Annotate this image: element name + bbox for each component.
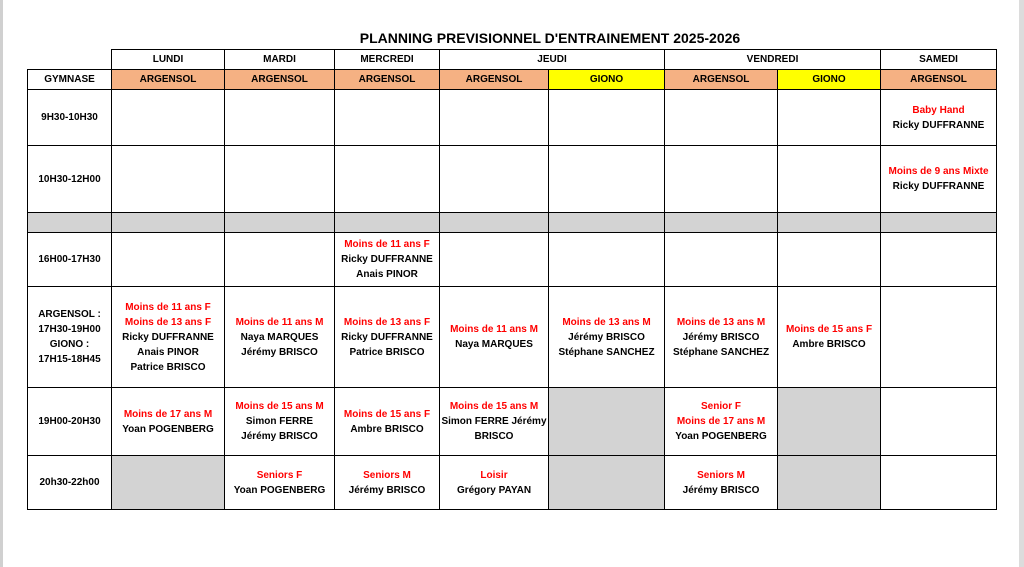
- coach-name: Ambre BRISCO: [792, 339, 866, 350]
- slot-cell: [549, 233, 665, 287]
- group-name: Moins de 15 ans F: [343, 408, 431, 420]
- row-t5: [28, 388, 997, 456]
- slot-cell: [335, 233, 440, 287]
- slot-cell: [112, 90, 225, 146]
- day-samedi: SAMEDI: [881, 50, 997, 70]
- group-name: Loisir: [480, 469, 508, 481]
- gym-vendredi-giono: GIONO: [778, 70, 881, 90]
- slot-cell: [881, 456, 997, 510]
- corner-cell: [28, 50, 112, 70]
- separator-cell: [335, 213, 440, 233]
- coach-name: Jérémy BRISCO: [568, 331, 645, 343]
- time-line: ARGENSOL :: [38, 309, 101, 320]
- group-name: Moins de 13 ans F: [124, 316, 212, 328]
- separator-cell: [778, 213, 881, 233]
- time-label: [28, 287, 112, 388]
- group-name: Moins de 11 ans M: [235, 316, 324, 328]
- slot-cell: [112, 287, 225, 388]
- slot-cell: [881, 146, 997, 213]
- group-name: Moins de 15 ans M: [235, 401, 324, 412]
- row-t2: [28, 146, 997, 213]
- gym-jeudi-giono: GIONO: [549, 70, 665, 90]
- day-vendredi: VENDREDI: [665, 50, 881, 70]
- row-t1: [28, 90, 997, 146]
- slot-cell: [440, 233, 549, 287]
- coach-name: Grégory PAYAN: [456, 484, 532, 496]
- time-line: 17H30-19H00: [38, 324, 101, 335]
- gym-jeudi-argensol: ARGENSOL: [440, 70, 549, 90]
- slot-cell: [881, 233, 997, 287]
- slot-cell: [665, 456, 778, 510]
- separator-cell: [28, 213, 112, 233]
- planning-table: [27, 49, 997, 510]
- slot-cell: [225, 388, 335, 456]
- empty-slot: [112, 456, 225, 510]
- coach-name: Ambre BRISCO: [350, 423, 424, 435]
- slot-cell: [778, 287, 881, 388]
- day-jeudi: JEUDI: [440, 50, 665, 70]
- slot-cell: [112, 146, 225, 213]
- slot-cell: [440, 146, 549, 213]
- coach-name: Ricky DUFFRANNE: [341, 331, 433, 343]
- gym-label: GYMNASE: [28, 70, 112, 90]
- row-t4: [28, 287, 997, 388]
- group-name: Moins de 17 ans M: [123, 408, 213, 420]
- slot-cell: [335, 287, 440, 388]
- separator-cell: [112, 213, 225, 233]
- slot-cell: [335, 146, 440, 213]
- coach-name: Ricky DUFFRANNE: [341, 254, 433, 265]
- slot-cell: [225, 287, 335, 388]
- separator-cell: [665, 213, 778, 233]
- separator-cell: [881, 213, 997, 233]
- group-name: Moins de 13 ans M: [562, 316, 651, 328]
- slot-cell: [549, 287, 665, 388]
- days-row: [28, 50, 997, 70]
- slot-cell: [335, 456, 440, 510]
- coach-name: Patrice BRISCO: [349, 346, 425, 358]
- slot-cell: [549, 146, 665, 213]
- group-name: Seniors M: [697, 469, 745, 481]
- coach-name: Simon FERRE Jérémy: [441, 416, 547, 427]
- empty-slot: [549, 388, 665, 456]
- slot-cell: [881, 388, 997, 456]
- empty-slot: [549, 456, 665, 510]
- page-title: PLANNING PREVISIONNEL D'ENTRAINEMENT 2025-2026: [359, 30, 741, 46]
- group-name: Moins de 13 ans F: [343, 316, 431, 328]
- group-name: Moins de 13 ans M: [676, 316, 766, 328]
- coach-name: Jérémy BRISCO: [682, 484, 760, 496]
- slot-cell: [225, 90, 335, 146]
- group-name: Moins de 17 ans M: [676, 416, 766, 427]
- slot-cell: [665, 287, 778, 388]
- slot-cell: [440, 287, 549, 388]
- slot-cell: [881, 90, 997, 146]
- group-name: Moins de 15 ans F: [785, 324, 873, 335]
- coach-name: Ricky DUFFRANNE: [122, 331, 214, 343]
- separator-cell: [549, 213, 665, 233]
- group-name: Moins de 11 ans M: [450, 324, 538, 335]
- day-mercredi: MERCREDI: [335, 50, 440, 70]
- group-name: Moins de 15 ans M: [449, 401, 539, 412]
- time-label: 10H30-12H00: [28, 146, 112, 213]
- slot-cell: [665, 90, 778, 146]
- time-label: 9H30-10H30: [28, 90, 112, 146]
- empty-slot: [778, 388, 881, 456]
- slot-cell: [665, 388, 778, 456]
- slot-cell: [665, 146, 778, 213]
- slot-cell: [335, 90, 440, 146]
- time-line: 17H15-18H45: [38, 354, 101, 365]
- slot-cell: [335, 388, 440, 456]
- gym-row: [28, 70, 997, 90]
- coach-name: BRISCO: [474, 431, 514, 442]
- coach-name: Ricky DUFFRANNE: [892, 181, 985, 192]
- coach-name: Jérémy BRISCO: [241, 431, 318, 442]
- slot-cell: [778, 233, 881, 287]
- coach-name: Simon FERRE: [245, 416, 314, 427]
- coach-name: Stéphane SANCHEZ: [558, 346, 655, 358]
- coach-name: Ricky DUFFRANNE: [892, 119, 985, 131]
- coach-name: Naya MARQUES: [240, 331, 319, 343]
- group-name: Seniors F: [256, 469, 303, 481]
- coach-name: Naya MARQUES: [455, 339, 533, 350]
- right-scrollbar[interactable]: [1019, 0, 1024, 567]
- group-name: Senior F: [701, 401, 742, 412]
- slot-cell: [112, 388, 225, 456]
- coach-name: Yoan POGENBERG: [675, 431, 767, 442]
- separator-row: [28, 213, 997, 233]
- slot-cell: [440, 90, 549, 146]
- gym-mardi: ARGENSOL: [225, 70, 335, 90]
- row-t3: [28, 233, 997, 287]
- slot-cell: [778, 146, 881, 213]
- day-lundi: LUNDI: [112, 50, 225, 70]
- gym-vendredi-argensol: ARGENSOL: [665, 70, 778, 90]
- coach-name: Yoan POGENBERG: [122, 423, 214, 435]
- time-line: GIONO :: [49, 339, 90, 350]
- coach-name: Jérémy BRISCO: [241, 346, 318, 358]
- row-t6: [28, 456, 997, 510]
- left-edge: [0, 0, 3, 567]
- coach-name: Anais PINOR: [356, 269, 418, 280]
- coach-name: Jérémy BRISCO: [348, 484, 426, 496]
- gym-mercredi: ARGENSOL: [335, 70, 440, 90]
- group-name: Moins de 9 ans Mixte: [888, 166, 989, 177]
- coach-name: Anais PINOR: [137, 346, 199, 358]
- separator-cell: [225, 213, 335, 233]
- group-name: Baby Hand: [912, 104, 965, 116]
- gym-samedi: ARGENSOL: [881, 70, 997, 90]
- slot-cell: [881, 287, 997, 388]
- slot-cell: [665, 233, 778, 287]
- slot-cell: [112, 233, 225, 287]
- group-name: Moins de 11 ans F: [344, 239, 430, 250]
- gym-lundi: ARGENSOL: [112, 70, 225, 90]
- time-label: 16H00-17H30: [28, 233, 112, 287]
- empty-slot: [778, 456, 881, 510]
- separator-cell: [440, 213, 549, 233]
- coach-name: Stéphane SANCHEZ: [672, 346, 770, 358]
- coach-name: Yoan POGENBERG: [233, 484, 326, 496]
- slot-cell: [778, 90, 881, 146]
- slot-cell: [225, 146, 335, 213]
- day-mardi: MARDI: [225, 50, 335, 70]
- slot-cell: [440, 456, 549, 510]
- group-name: Moins de 11 ans F: [125, 301, 211, 313]
- coach-name: Jérémy BRISCO: [682, 331, 760, 343]
- slot-cell: [549, 90, 665, 146]
- coach-name: Patrice BRISCO: [130, 361, 206, 373]
- group-name: Seniors M: [363, 469, 411, 481]
- time-label: 19H00-20H30: [28, 388, 112, 456]
- slot-cell: [440, 388, 549, 456]
- slot-cell: [225, 233, 335, 287]
- time-label: 20h30-22h00: [28, 456, 112, 510]
- slot-cell: [225, 456, 335, 510]
